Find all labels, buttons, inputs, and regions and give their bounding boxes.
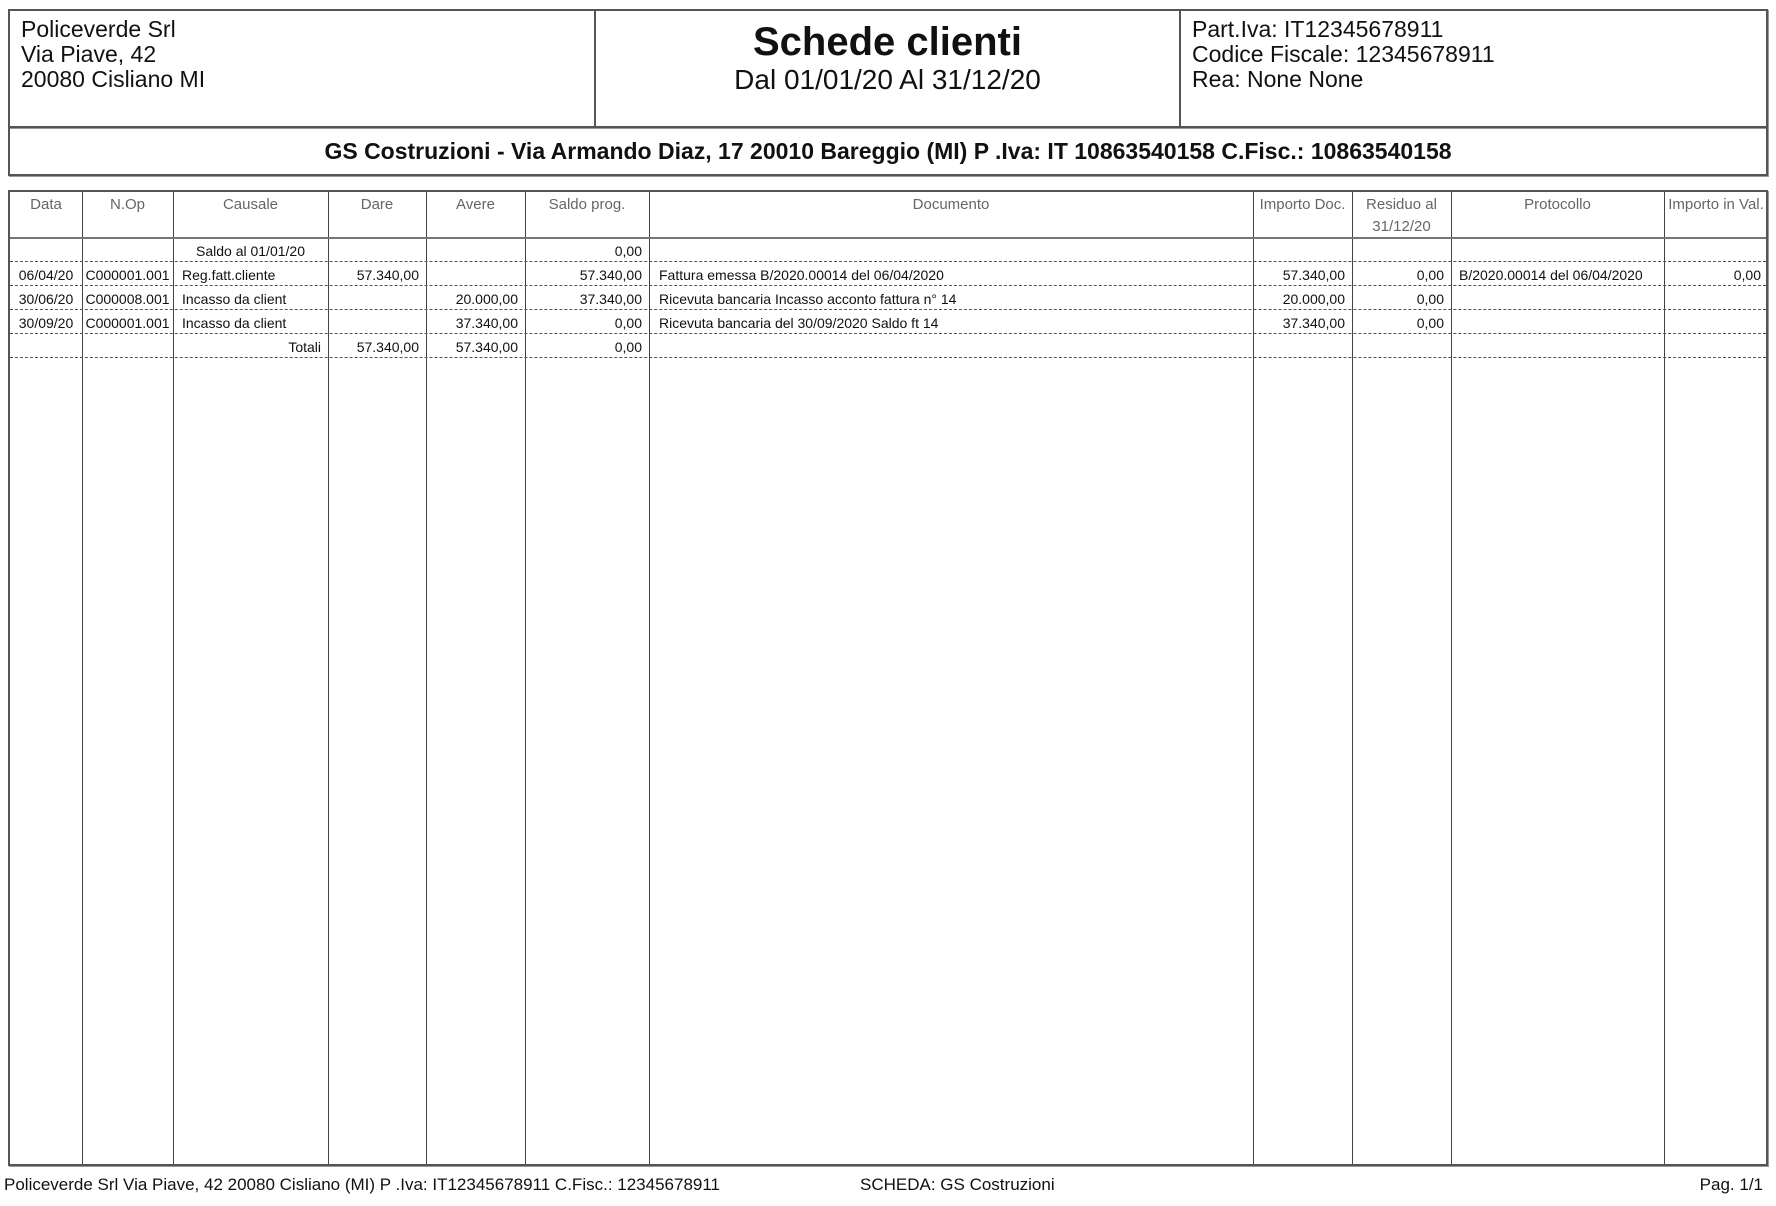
opening-saldo: 0,00 bbox=[614, 243, 642, 259]
row-separator bbox=[10, 261, 1766, 262]
footer-page-number: Pag. 1/1 bbox=[1699, 1175, 1763, 1194]
header-dare: Dare bbox=[360, 196, 394, 213]
header-avere: Avere bbox=[456, 196, 495, 213]
totals-saldo: 0,00 bbox=[614, 339, 642, 355]
cell-importo-doc: 57.340,00 bbox=[1282, 267, 1345, 283]
row-separator bbox=[10, 309, 1766, 310]
footer-company: Policeverde Srl Via Piave, 42 20080 Cisliano (MI) P .Iva: IT12345678911 C.Fisc.: 12345678911 bbox=[4, 1175, 721, 1194]
totals-dare: 57.340,00 bbox=[356, 339, 419, 355]
cell-nop: C000001.001 bbox=[85, 267, 170, 283]
header-causale: Causale bbox=[222, 196, 279, 213]
cell-nop: C000008.001 bbox=[85, 291, 170, 307]
partita-iva: Part.Iva: IT12345678911 bbox=[1192, 16, 1444, 42]
header-saldo: Saldo prog. bbox=[548, 196, 626, 213]
cell-importo-val: 0,00 bbox=[1733, 267, 1761, 283]
column-divider bbox=[1451, 192, 1452, 1164]
cell-data: 06/04/20 bbox=[18, 267, 74, 283]
company-city: 20080 Cisliano MI bbox=[21, 66, 206, 92]
cell-causale: Reg.fatt.cliente bbox=[182, 267, 276, 283]
cell-saldo: 37.340,00 bbox=[579, 291, 642, 307]
header-protocollo: Protocollo bbox=[1524, 196, 1591, 213]
header-residuo bbox=[1352, 194, 1451, 238]
column-divider bbox=[1664, 192, 1665, 1164]
column-divider bbox=[82, 192, 83, 1164]
cell-avere: 37.340,00 bbox=[455, 315, 518, 331]
report-header bbox=[8, 9, 1768, 128]
cell-causale: Incasso da client bbox=[182, 315, 287, 331]
cell-data: 30/06/20 bbox=[18, 291, 74, 307]
company-info bbox=[10, 11, 596, 126]
cell-residuo: 0,00 bbox=[1416, 291, 1444, 307]
opening-label: Saldo al 01/01/20 bbox=[196, 243, 305, 259]
cell-causale: Incasso da client bbox=[182, 291, 287, 307]
report-period: Dal 01/01/20 Al 31/12/20 bbox=[734, 64, 1041, 95]
cell-residuo: 0,00 bbox=[1416, 315, 1444, 331]
header-importo-val: Importo in Val. bbox=[1668, 196, 1764, 213]
header-importo-doc: Importo Doc. bbox=[1259, 196, 1346, 213]
cell-dare: 57.340,00 bbox=[356, 267, 419, 283]
header-residuo-line1: Residuo al bbox=[1366, 196, 1437, 213]
totals-avere: 57.340,00 bbox=[455, 339, 518, 355]
row-separator bbox=[10, 333, 1766, 334]
client-info-line: GS Costruzioni - Via Armando Diaz, 17 20010 Bareggio (MI) P .Iva: IT 10863540158 C.Fisc.: 10863540158 bbox=[8, 128, 1768, 176]
cell-saldo: 57.340,00 bbox=[579, 267, 642, 283]
totals-label: Totali bbox=[288, 339, 321, 355]
cell-protocollo: B/2020.00014 del 06/04/2020 bbox=[1459, 267, 1643, 283]
report-title-box bbox=[596, 11, 1181, 126]
company-name: Policeverde Srl bbox=[21, 16, 176, 42]
cell-avere: 20.000,00 bbox=[455, 291, 518, 307]
header-residuo-line2: 31/12/20 bbox=[1372, 218, 1431, 235]
header-separator bbox=[10, 237, 1766, 239]
cell-importo-doc: 20.000,00 bbox=[1282, 291, 1345, 307]
report-title: Schede clienti bbox=[753, 20, 1022, 64]
row-separator bbox=[10, 285, 1766, 286]
row-separator bbox=[10, 357, 1766, 358]
cell-saldo: 0,00 bbox=[614, 315, 642, 331]
rea: Rea: None None bbox=[1192, 66, 1364, 92]
ledger-table bbox=[8, 190, 1768, 1166]
header-documento: Documento bbox=[912, 196, 990, 213]
footer-scheda: SCHEDA: GS Costruzioni bbox=[860, 1175, 1055, 1194]
cell-nop: C000001.001 bbox=[85, 315, 170, 331]
header-nop: N.Op bbox=[109, 196, 145, 213]
column-divider bbox=[1253, 192, 1254, 1164]
column-divider bbox=[649, 192, 650, 1164]
cell-data: 30/09/20 bbox=[18, 315, 74, 331]
column-divider bbox=[1352, 192, 1353, 1164]
cell-documento: Ricevuta bancaria Incasso acconto fattura n° 14 bbox=[659, 291, 957, 307]
codice-fiscale: Codice Fiscale: 12345678911 bbox=[1192, 41, 1495, 67]
cell-residuo: 0,00 bbox=[1416, 267, 1444, 283]
cell-documento: Fattura emessa B/2020.00014 del 06/04/2020 bbox=[659, 267, 944, 283]
header-data: Data bbox=[30, 196, 62, 213]
fiscal-info bbox=[1181, 11, 1766, 126]
cell-importo-doc: 37.340,00 bbox=[1282, 315, 1345, 331]
company-address: Via Piave, 42 bbox=[21, 41, 157, 67]
cell-documento: Ricevuta bancaria del 30/09/2020 Saldo ft 14 bbox=[659, 315, 939, 331]
